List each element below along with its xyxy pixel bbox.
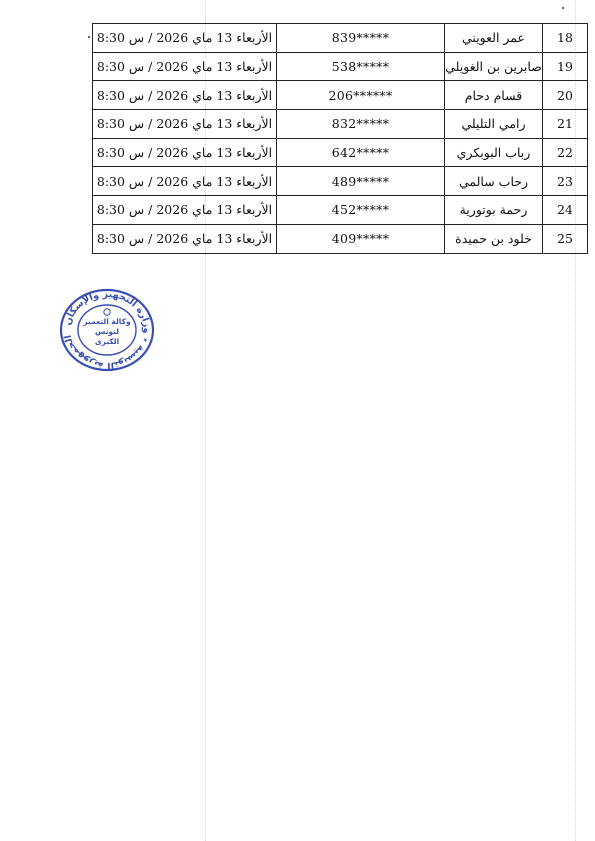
table-row <box>93 167 588 196</box>
date-cell: الأربعاء 13 ماي 2026 / س 8:30 <box>93 196 277 225</box>
row-number-cell: 19 <box>543 52 588 81</box>
table-row <box>93 224 588 253</box>
date-cell: الأربعاء 13 ماي 2026 / س 8:30 <box>93 81 277 110</box>
date-cell: الأربعاء 13 ماي 2026 / س 8:30 <box>93 110 277 139</box>
name-cell: خلود بن حميدة <box>445 224 543 253</box>
row-number-cell: 23 <box>543 167 588 196</box>
name-cell: رحاب سالمي <box>445 167 543 196</box>
name-cell: رباب البوبكري <box>445 138 543 167</box>
name-cell: عمر العويني <box>445 24 543 53</box>
row-number-cell: 22 <box>543 138 588 167</box>
row-number-cell: 20 <box>543 81 588 110</box>
stamp-inner-line3: الكبرى <box>94 337 120 346</box>
table-row <box>93 81 588 110</box>
date-cell: الأربعاء 13 ماي 2026 / س 8:30 <box>93 167 277 196</box>
date-cell: الأربعاء 13 ماي 2026 / س 8:30 <box>93 138 277 167</box>
row-number-cell: 25 <box>543 224 588 253</box>
scan-speck <box>88 36 90 38</box>
id-code-cell: 409***** <box>277 224 445 253</box>
candidates-table <box>92 23 588 254</box>
table-row <box>93 110 588 139</box>
id-code-cell: 832***** <box>277 110 445 139</box>
table-row <box>93 196 588 225</box>
id-code-cell: 538***** <box>277 52 445 81</box>
id-code-cell: 206****** <box>277 81 445 110</box>
stamp-inner-line1: وكالة التعمير <box>83 317 131 326</box>
id-code-cell: 642***** <box>277 138 445 167</box>
scan-speck <box>562 7 564 9</box>
id-code-cell: 489***** <box>277 167 445 196</box>
id-code-cell: 839***** <box>277 24 445 53</box>
row-number-cell: 21 <box>543 110 588 139</box>
stamp-outer-text: الجمهورية التونسية ٭ وزارة التجهيز والإسكان <box>62 288 153 372</box>
table-row <box>93 138 588 167</box>
name-cell: رامي التليلي <box>445 110 543 139</box>
table-row <box>93 24 588 53</box>
stamp-emblem-icon <box>104 309 110 315</box>
row-number-cell: 24 <box>543 196 588 225</box>
row-number-cell: 18 <box>543 24 588 53</box>
name-cell: رحمة بوتورية <box>445 196 543 225</box>
date-cell: الأربعاء 13 ماي 2026 / س 8:30 <box>93 52 277 81</box>
date-cell: الأربعاء 13 ماي 2026 / س 8:30 <box>93 224 277 253</box>
stamp-inner-line2: لتونس <box>95 327 119 336</box>
date-cell: الأربعاء 13 ماي 2026 / س 8:30 <box>93 24 277 53</box>
official-stamp <box>59 288 155 372</box>
name-cell: صابرين بن الغويلي <box>445 52 543 81</box>
id-code-cell: 452***** <box>277 196 445 225</box>
name-cell: قسام دحام <box>445 81 543 110</box>
table-row <box>93 52 588 81</box>
